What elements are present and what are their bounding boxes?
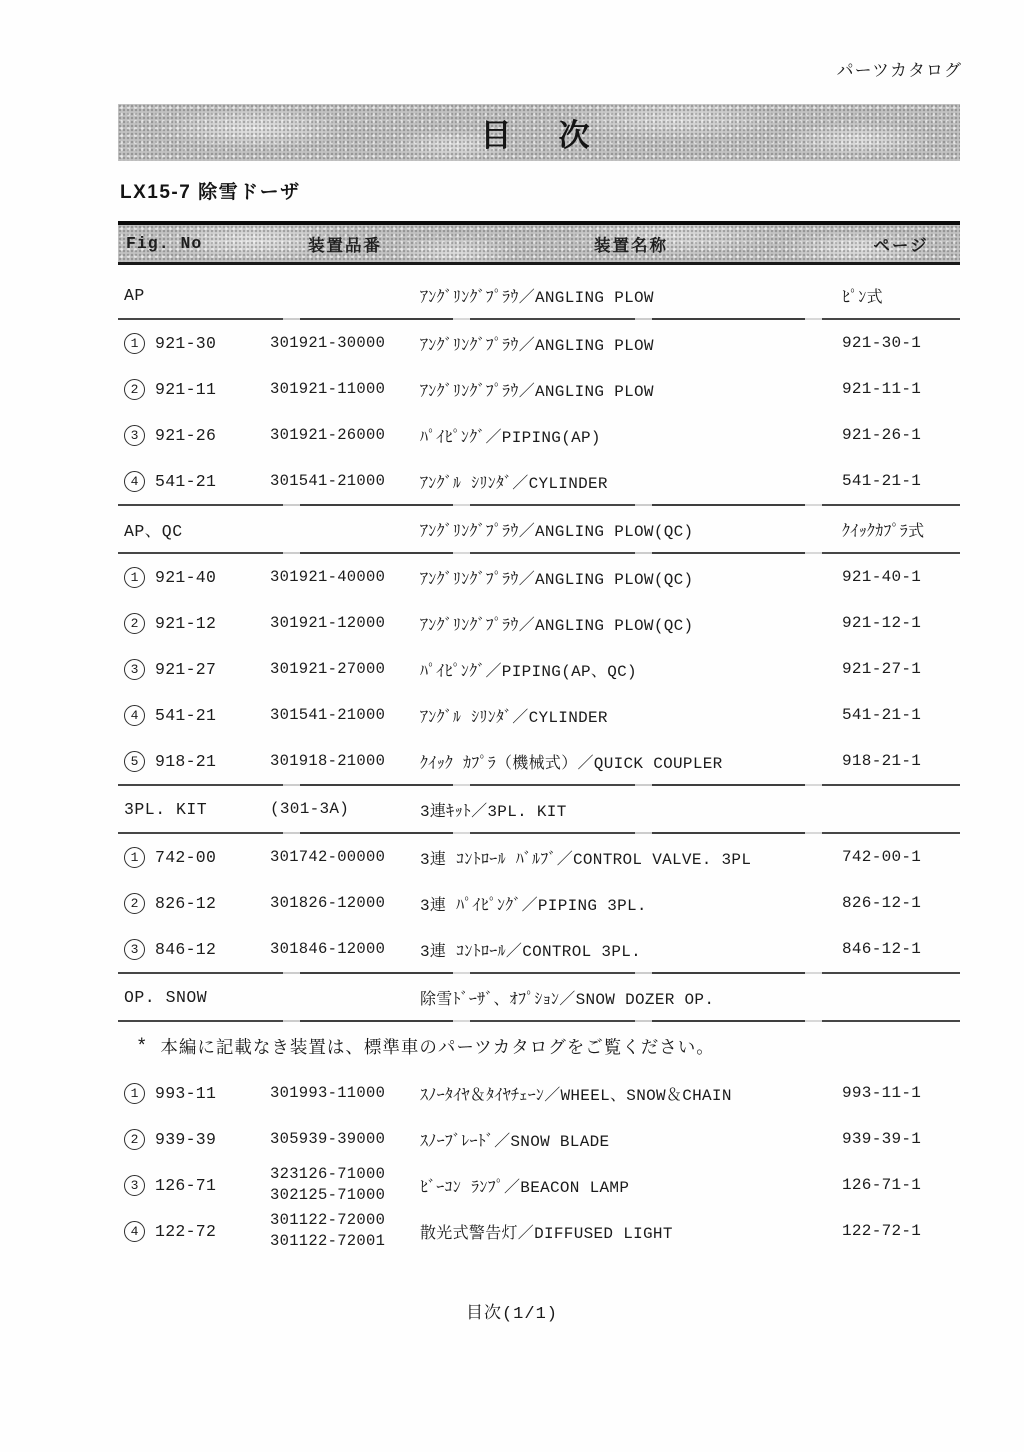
toc-table-body bbox=[118, 264, 960, 1254]
device-name: 散光式警告灯／DIFFUSED LIGHT bbox=[420, 1224, 673, 1243]
section-label: OP. SNOW bbox=[124, 987, 208, 1007]
device-name: ﾊﾟｲﾋﾟﾝｸﾞ／PIPING(AP、QC) bbox=[420, 662, 637, 681]
section-name: ｱﾝｸﾞﾘﾝｸﾞﾌﾟﾗｳ／ANGLING PLOW(QC) bbox=[420, 522, 694, 541]
device-name: ｱﾝｸﾞﾙ ｼﾘﾝﾀﾞ／CYLINDER bbox=[420, 708, 608, 727]
fig-number: 846-12 bbox=[155, 939, 217, 959]
page-ref: 921-12-1 bbox=[842, 614, 922, 632]
circled-number: 3 bbox=[124, 1175, 145, 1196]
section-label: AP、QC bbox=[124, 522, 183, 541]
section-header-row bbox=[118, 786, 960, 832]
section-label: 3PL. KIT bbox=[124, 799, 208, 819]
part-cell bbox=[270, 425, 420, 446]
device-name: ｽﾉｰﾀｲﾔ＆ﾀｲﾔﾁｪｰﾝ／WHEEL、SNOW＆CHAIN bbox=[420, 1086, 732, 1105]
table-row bbox=[118, 880, 960, 926]
fig-cell bbox=[118, 1221, 270, 1242]
table-row bbox=[118, 738, 960, 784]
page-title: 目 次 bbox=[480, 118, 598, 153]
device-name: ﾋﾞｰｺﾝ ﾗﾝﾌﾟ／BEACON LAMP bbox=[420, 1178, 630, 1197]
device-name: ｸｲｯｸ ｶﾌﾟﾗ（機械式）／QUICK COUPLER bbox=[420, 754, 723, 773]
table-row bbox=[118, 1116, 960, 1162]
section-label-cell bbox=[118, 517, 270, 541]
table-row bbox=[118, 926, 960, 972]
table-row bbox=[118, 320, 960, 366]
fig-cell bbox=[118, 893, 270, 914]
part-number: 301122-72000 bbox=[270, 1211, 386, 1229]
device-name: ｱﾝｸﾞﾘﾝｸﾞﾌﾟﾗｳ／ANGLING PLOW bbox=[420, 336, 654, 355]
circled-number: 5 bbox=[124, 751, 145, 772]
page-ref: 126-71-1 bbox=[842, 1176, 922, 1194]
title-banner bbox=[118, 104, 960, 161]
part-cell bbox=[270, 1164, 420, 1206]
device-name: ｱﾝｸﾞﾙ ｼﾘﾝﾀﾞ／CYLINDER bbox=[420, 474, 608, 493]
device-name: ﾊﾟｲﾋﾟﾝｸﾞ／PIPING(AP) bbox=[420, 428, 601, 447]
table-row bbox=[118, 1162, 960, 1208]
page-ref: 939-39-1 bbox=[842, 1130, 922, 1148]
asterisk-mark: * bbox=[138, 1035, 147, 1056]
page-ref: 541-21-1 bbox=[842, 706, 922, 724]
page-footer: 目次(1/1) bbox=[465, 1305, 558, 1324]
fig-cell bbox=[118, 379, 270, 400]
part-number: 323126-71000 bbox=[270, 1165, 386, 1183]
circled-number: 4 bbox=[124, 705, 145, 726]
part-number: 305939-39000 bbox=[270, 1129, 386, 1148]
part-cell bbox=[270, 379, 420, 400]
column-header-page: ページ bbox=[873, 236, 929, 255]
part-number: 301921-40000 bbox=[270, 567, 386, 586]
circled-number: 2 bbox=[124, 1129, 145, 1150]
part-cell bbox=[270, 847, 420, 868]
circled-number: 3 bbox=[124, 425, 145, 446]
fig-number: 921-12 bbox=[155, 613, 217, 633]
model-subtitle: LX15-7 除雪ドーザ bbox=[120, 182, 301, 203]
circled-number: 2 bbox=[124, 893, 145, 914]
fig-number: 918-21 bbox=[155, 751, 217, 771]
fig-cell bbox=[118, 705, 270, 726]
table-row bbox=[118, 646, 960, 692]
fig-number: 541-21 bbox=[155, 471, 217, 491]
device-name: ｱﾝｸﾞﾘﾝｸﾞﾌﾟﾗｳ／ANGLING PLOW bbox=[420, 382, 654, 401]
section-label-cell bbox=[118, 988, 270, 1007]
circled-number: 1 bbox=[124, 1083, 145, 1104]
table-row bbox=[118, 692, 960, 738]
part-number: 301993-11000 bbox=[270, 1083, 386, 1102]
device-name: 3連 ｺﾝﾄﾛｰﾙ ﾊﾞﾙﾌﾞ／CONTROL VALVE. 3PL bbox=[420, 850, 752, 869]
section-header-row bbox=[118, 506, 960, 552]
section-header-row bbox=[118, 272, 960, 318]
circled-number: 1 bbox=[124, 567, 145, 588]
section-label-cell bbox=[118, 800, 270, 819]
device-name: 3連 ﾊﾟｲﾋﾟﾝｸﾞ／PIPING 3PL. bbox=[420, 896, 647, 915]
part-number: 301122-72001 bbox=[270, 1232, 386, 1250]
fig-number: 826-12 bbox=[155, 893, 217, 913]
part-number: 301742-00000 bbox=[270, 847, 386, 866]
column-header-part-no: 装置品番 bbox=[308, 236, 382, 255]
page-ref: 921-27-1 bbox=[842, 660, 922, 678]
column-header-name: 装置名称 bbox=[594, 236, 668, 255]
part-number: 301921-11000 bbox=[270, 379, 386, 398]
part-number: 301921-26000 bbox=[270, 425, 386, 444]
circled-number: 1 bbox=[124, 847, 145, 868]
note-text: 本編に記載なき装置は、標準車のパーツカタログをご覧ください。 bbox=[160, 1036, 715, 1057]
device-name: ｱﾝｸﾞﾘﾝｸﾞﾌﾟﾗｳ／ANGLING PLOW(QC) bbox=[420, 616, 694, 635]
section-name: 3連ｷｯﾄ／3PL. KIT bbox=[420, 802, 567, 821]
fig-cell bbox=[118, 471, 270, 492]
fig-number: 921-26 bbox=[155, 425, 217, 445]
fig-number: 742-00 bbox=[155, 847, 217, 867]
part-cell bbox=[270, 333, 420, 354]
fig-cell bbox=[118, 425, 270, 446]
section-name: 除雪ﾄﾞｰｻﾞ、ｵﾌﾟｼｮﾝ／SNOW DOZER OP. bbox=[420, 990, 715, 1009]
circled-number: 4 bbox=[124, 471, 145, 492]
fig-number: 126-71 bbox=[155, 1175, 217, 1195]
page-ref: 921-30-1 bbox=[842, 334, 922, 352]
part-cell bbox=[270, 1083, 420, 1104]
circled-number: 4 bbox=[124, 1221, 145, 1242]
part-number: 301541-21000 bbox=[270, 471, 386, 490]
section-header-row bbox=[118, 974, 960, 1020]
section-name: ｱﾝｸﾞﾘﾝｸﾞﾌﾟﾗｳ／ANGLING PLOW bbox=[420, 288, 654, 307]
part-cell bbox=[270, 751, 420, 772]
table-header-band bbox=[118, 221, 960, 265]
part-number: 302125-71000 bbox=[270, 1186, 386, 1204]
fig-number: 993-11 bbox=[155, 1083, 217, 1103]
part-cell bbox=[270, 613, 420, 634]
page-ref: 541-21-1 bbox=[842, 472, 922, 490]
circled-number: 2 bbox=[124, 613, 145, 634]
part-cell bbox=[270, 659, 420, 680]
device-name: ｽﾉｰﾌﾞﾚｰﾄﾞ／SNOW BLADE bbox=[420, 1132, 610, 1151]
fig-cell bbox=[118, 1129, 270, 1150]
section-page-type: ｸｲｯｸｶﾌﾟﾗ式 bbox=[842, 522, 925, 541]
circled-number: 1 bbox=[124, 333, 145, 354]
fig-number: 939-39 bbox=[155, 1129, 217, 1149]
section-page-type: ﾋﾟﾝ式 bbox=[842, 288, 883, 307]
page-ref: 826-12-1 bbox=[842, 894, 922, 912]
part-number: 301921-30000 bbox=[270, 333, 386, 352]
fig-number: 921-11 bbox=[155, 379, 217, 399]
fig-cell bbox=[118, 613, 270, 634]
table-row bbox=[118, 458, 960, 504]
table-row bbox=[118, 366, 960, 412]
fig-cell bbox=[118, 333, 270, 354]
table-row bbox=[118, 554, 960, 600]
part-number: 301921-12000 bbox=[270, 613, 386, 632]
page-ref: 122-72-1 bbox=[842, 1222, 922, 1240]
part-cell bbox=[270, 705, 420, 726]
circled-number: 3 bbox=[124, 939, 145, 960]
column-header-fig-no: Fig. No bbox=[126, 234, 203, 253]
part-cell bbox=[270, 893, 420, 914]
fig-cell bbox=[118, 939, 270, 960]
fig-cell bbox=[118, 847, 270, 868]
part-cell bbox=[270, 567, 420, 588]
page-ref: 993-11-1 bbox=[842, 1084, 922, 1102]
device-name: 3連 ｺﾝﾄﾛｰﾙ／CONTROL 3PL. bbox=[420, 942, 642, 961]
fig-cell bbox=[118, 1175, 270, 1196]
fig-cell bbox=[118, 1083, 270, 1104]
section-label-cell bbox=[118, 286, 270, 305]
table-row bbox=[118, 1208, 960, 1254]
part-number: 301918-21000 bbox=[270, 751, 386, 770]
page-ref: 921-26-1 bbox=[842, 426, 922, 444]
part-number: 301826-12000 bbox=[270, 893, 386, 912]
part-number: 301541-21000 bbox=[270, 705, 386, 724]
part-cell bbox=[270, 1210, 420, 1252]
part-number: 301921-27000 bbox=[270, 659, 386, 678]
part-cell bbox=[270, 1129, 420, 1150]
fig-cell bbox=[118, 567, 270, 588]
fig-number: 921-27 bbox=[155, 659, 217, 679]
fig-number: 541-21 bbox=[155, 705, 217, 725]
page-ref: 918-21-1 bbox=[842, 752, 922, 770]
circled-number: 3 bbox=[124, 659, 145, 680]
fig-number: 921-30 bbox=[155, 333, 217, 353]
fig-cell bbox=[118, 659, 270, 680]
section-label: AP bbox=[124, 285, 145, 305]
page-ref: 921-11-1 bbox=[842, 380, 922, 398]
part-cell bbox=[270, 471, 420, 492]
section-part-no: (301-3A) bbox=[270, 800, 350, 818]
table-row bbox=[118, 600, 960, 646]
device-name: ｱﾝｸﾞﾘﾝｸﾞﾌﾟﾗｳ／ANGLING PLOW(QC) bbox=[420, 570, 694, 589]
fig-cell bbox=[118, 751, 270, 772]
part-cell bbox=[270, 939, 420, 960]
table-row bbox=[118, 412, 960, 458]
table-row bbox=[118, 834, 960, 880]
document-type-label: パーツカタログ bbox=[836, 61, 962, 80]
fig-number: 921-40 bbox=[155, 567, 217, 587]
circled-number: 2 bbox=[124, 379, 145, 400]
page-ref: 921-40-1 bbox=[842, 568, 922, 586]
part-number: 301846-12000 bbox=[270, 939, 386, 958]
page-ref: 846-12-1 bbox=[842, 940, 922, 958]
fig-number: 122-72 bbox=[155, 1221, 217, 1241]
page-ref: 742-00-1 bbox=[842, 848, 922, 866]
catalog-note bbox=[118, 1022, 960, 1070]
table-row bbox=[118, 1070, 960, 1116]
